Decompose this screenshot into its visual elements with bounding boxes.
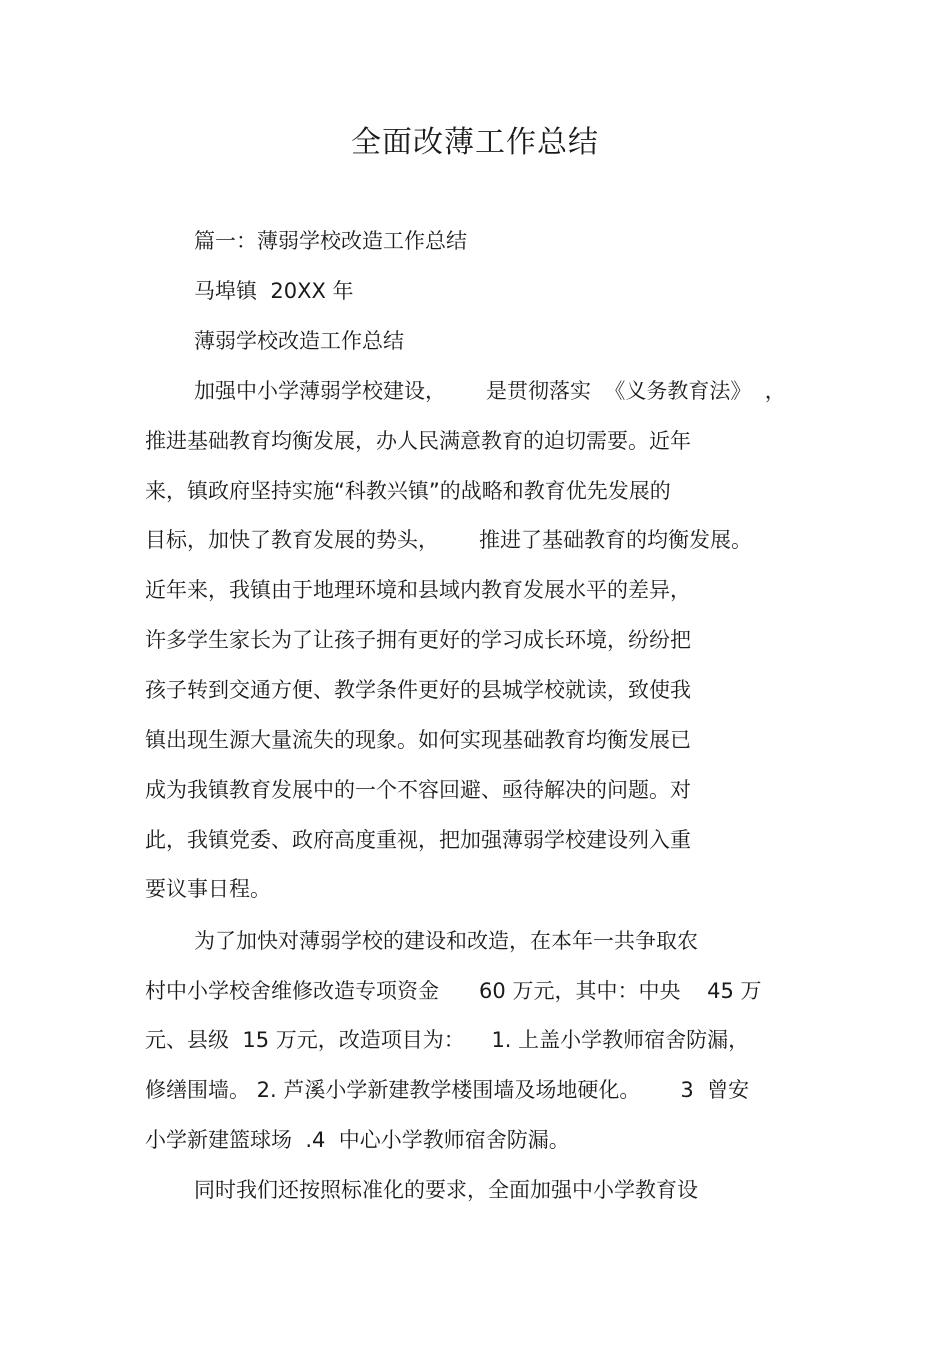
paragraph-line: 成为我镇教育发展中的一个不容回避、亟待解决的问题。对 xyxy=(145,778,691,802)
paragraph-line: 元、县级 15 万元，改造项目为： 1. 上盖小学教师宿舍防漏， xyxy=(145,1028,750,1052)
paragraph-line: 为了加快对薄弱学校的建设和改造，在本年一共争取农 xyxy=(194,929,698,953)
subheading: 薄弱学校改造工作总结 xyxy=(194,329,404,353)
paragraph-line: 小学新建篮球场 .4 中心小学教师宿舍防漏。 xyxy=(145,1128,570,1152)
paragraph-line: 加强中小学薄弱学校建设， 是贯彻落实 《义务教育法》 ， xyxy=(194,379,786,403)
paragraph-line: 目标，加快了教育发展的势头， 推进了基础教育的均衡发展。 xyxy=(145,528,753,552)
town-year-line: 马埠镇 20XX 年 xyxy=(194,279,354,303)
paragraph-line: 许多学生家长为了让孩子拥有更好的学习成长环境，纷纷把 xyxy=(145,628,691,652)
paragraph-line: 村中小学校舍维修改造专项资金 60 万元，其中：中央 45 万 xyxy=(145,979,762,1003)
paragraph-line: 推进基础教育均衡发展，办人民满意教育的迫切需要。近年 xyxy=(145,429,691,453)
paragraph-line: 修缮围墙。 2. 芦溪小学新建教学楼围墙及场地硬化。 3 曾安 xyxy=(145,1078,750,1102)
paragraph-line: 此，我镇党委、政府高度重视，把加强薄弱学校建设列入重 xyxy=(145,828,691,852)
paragraph-line: 镇出现生源大量流失的现象。如何实现基础教育均衡发展已 xyxy=(145,728,691,752)
document-title: 全面改薄工作总结 xyxy=(351,125,599,160)
section-heading: 篇一：薄弱学校改造工作总结 xyxy=(194,229,467,253)
paragraph-line: 同时我们还按照标准化的要求，全面加强中小学教育设 xyxy=(194,1178,698,1202)
paragraph-line: 近年来，我镇由于地理环境和县域内教育发展水平的差异， xyxy=(145,578,691,602)
paragraph-line: 要议事日程。 xyxy=(145,877,271,901)
paragraph-line: 来，镇政府坚持实施“科教兴镇”的战略和教育优先发展的 xyxy=(145,479,671,503)
paragraph-line: 孩子转到交通方便、教学条件更好的县城学校就读，致使我 xyxy=(145,678,691,702)
